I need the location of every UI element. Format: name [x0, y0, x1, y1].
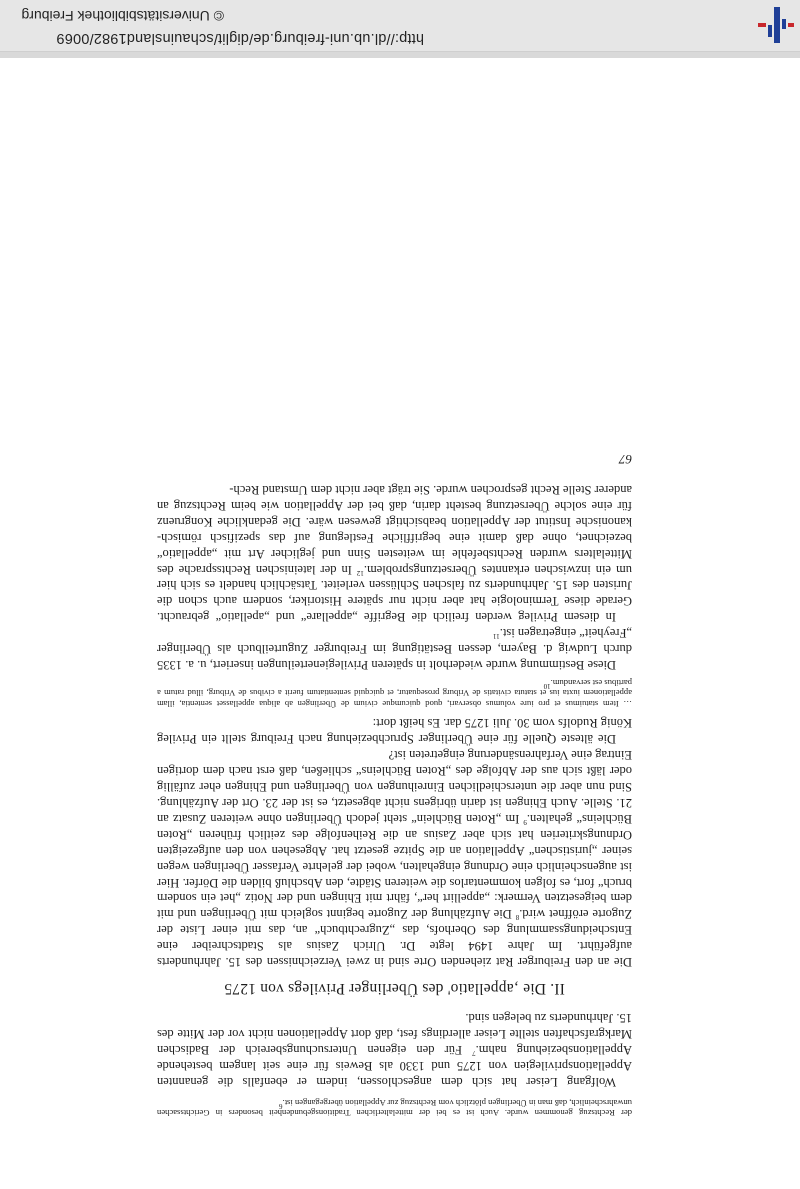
paragraph-text: In der lateinischen Rechtssprache des Mittelalters wurden Rechtsbefehle im weitesten Sinn und jeglicher Art mit „appellatio“ bezeichnet, ohne daß damit eine begriffliche Festlegung auf das spezifisch römisch-kanonische Institut der Appellation beabsichtigt gewesen wäre. Die gedankliche Kongruenz für eine solche Übersetzung besteht darin, daß bei der Appellation wie beim Rechtszug an anderer Stelle Recht gesprochen wurde. Sie trägt aber nicht dem Umstand Rech-: [157, 482, 632, 577]
footnote-mark: 8: [515, 913, 520, 922]
footnote-mark: 11: [493, 632, 500, 641]
library-credit: [21, 8, 224, 24]
footnote-mark: 6: [279, 1101, 283, 1110]
viewer-footer-bar: [0, 0, 800, 52]
page-edge: [0, 52, 800, 58]
permalink-url[interactable]: http://dl.ub.uni-freiburg.de/diglit/schauinsland1982/0069: [56, 30, 424, 46]
footnote-mark: 7: [472, 1048, 476, 1057]
scanned-page: [0, 52, 800, 1189]
logo-graphic: [758, 7, 794, 43]
paragraph-2: [157, 746, 632, 969]
paragraph-5: [157, 481, 632, 624]
quote-text: … Item statuimus et pro iure volumus observari, quod quicumque civium de Überlingen ab aliqua appellasset sententia, illam appellationem iuxta ius et statuta civitatis de Vriburg prosequatur, et quicquid sententiatum fuerit a civibus de Vriburg, illud ratum a partibus est servandum.: [157, 678, 632, 709]
paragraph-3: Die älteste Quelle für eine Überlinger Spruchbeziehung nach Freiburg stellt ein Privileg König Rudolfs vom 30. Juli 1275 dar. Es heißt dort:: [157, 716, 632, 747]
paragraph-text: Die Aufzählung der Zugorte beginnt sogleich mit Überlingen und mit dem beigesetzten Vermerk: „appellirt her“, fährt mit Ehingen und der Notiz „het ein sondern bruch“ fort, es folgen kommentarlos die weiteren Städte, den Abschluß bilden die Dörfer. Hier ist augenscheinlich eine Ordnung eingehalten, wobei der gelehrte Verfasser Überlingen wegen seiner „juristischen“ Appellation an die Spitze gesetzt hat. Abgesehen von den aufgezeigten Ordnungskriterien hat sich aber Zasius an die Reihenfolge des zeitlich früheren „Roten Büchleins“ gehalten.: [157, 811, 632, 922]
paragraph-1: [157, 1009, 632, 1089]
footnote-mark: 12: [356, 568, 364, 577]
copyright-mark: ©: [213, 8, 224, 24]
latin-quote: [157, 678, 632, 709]
paragraph-text: In diesem Privileg werden freilich die Begriffe „appellare“ und „apellatio“ gebraucht. Gerade diese Terminologie hat aber nicht nur spätere Historiker, sondern auch schon die Juristen des 15. Jahrhunderts zu falschen Schlüssen verleitet. Tatsächlich handelt es sich hier um ein inzwischen erkanntes Übersetzungsproblem.: [157, 562, 632, 625]
paragraph-text: Diese Bestimmung wurde wiederholt in späteren Privilegienerteilungen inseriert, u. a. 1335 durch Ludwig d. Bayern, dessen Bestätigung im Freiburger Zugurteilbuch als Überlinger „Freyheit“ eingetragen ist.: [157, 626, 632, 672]
ub-freiburg-logo-icon: [758, 7, 794, 43]
paragraph-text: Die an den Freiburger Rat ziehenden Orte sind in zwei Verzeichnissen des 15. Jahrhunderts aufgeführt. Im Jahre 1494 legte Dr. Ulrich Zasius als Stadtschreiber eine Entscheidungssammlung des Oberhofs, das „Zugrechtbuch“ an, das mit einer Liste der Zugorte eröffnet wird.: [157, 907, 632, 970]
paragraph-text: Im „Roten Büchlein“ steht jedoch Überlingen ohne weiteren Zusatz an 21. Stelle. Auch Ehingen ist darin übrigens nicht abgesetzt, es ist der 23. Ort der Aufzählung. Sind nun aber die unterschiedlichen Einreihungen von Überlingen und Ehingen eher zufällig oder läßt sich aus der Abfolge des „Roten Büchleins“ schließen, daß erst nach dem dortigen Eintrag eine Verfahrensänderung eingetreten ist?: [157, 748, 632, 826]
footnote-text: der Rechtszug genommen wurde. Auch ist es bei der mittelalterlichen Traditionsgebundenheit besonders in Gerichtssachen unwahrscheinlich, daß man in Überlingen plötzlich vom Rechtszug zur Appellation übergegangen ist.: [157, 1097, 632, 1118]
paragraph-text: Für den eigenen Untersuchungsbereich der Badischen Markgrafschaften stellte Leiser allerdings fest, daß dort Appellationen nicht vor der Mitte des 15. Jahrhunderts zu belegen sind.: [157, 1010, 632, 1057]
footnote-mark: 9: [523, 818, 527, 827]
paragraph-4: [157, 624, 632, 672]
section-heading: II. Die ‚appellatio' des Überlinger Privilegs von 1275: [224, 980, 565, 998]
page-number: 67: [619, 452, 632, 468]
library-name: Universitätsbibliothek Freiburg: [21, 8, 210, 24]
paragraph-text: Wolfgang Leiser hat sich dem angeschlossen, indem er ebenfalls die genannten Appellationsprivilegien von 1275 und 1330 als Beweis für eine seit langem bestehende Appellationsbeziehung nahm.: [157, 1042, 632, 1089]
footnote-mark: 10: [543, 682, 551, 691]
footnote-continuation: [157, 1098, 632, 1118]
page-text: [157, 451, 632, 1118]
